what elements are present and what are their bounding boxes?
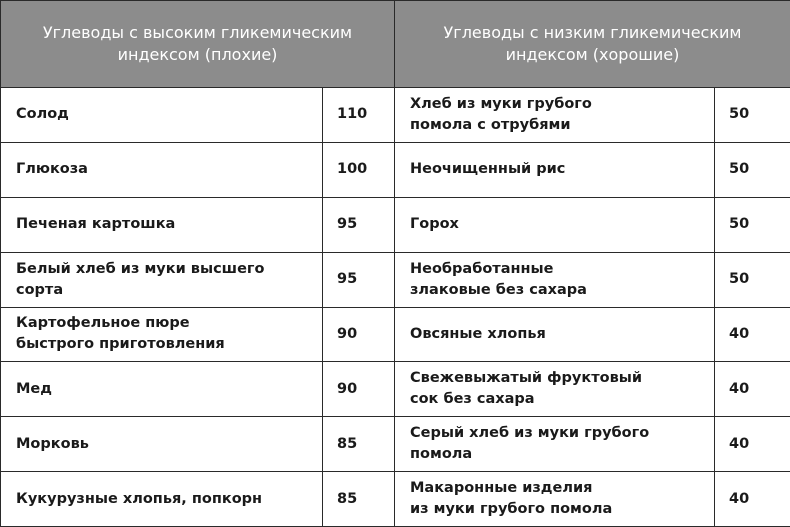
- table-row: [1, 472, 790, 527]
- right-food-name-line1: Хлеб из муки грубого: [410, 95, 592, 112]
- right-food-name-line2: сок без сахара: [410, 391, 535, 408]
- left-food-name-cell: [1, 362, 323, 417]
- left-food-name-cell: [1, 142, 323, 197]
- left-food-name-line1: Солод: [16, 106, 69, 123]
- right-food-name-cell: [395, 362, 715, 417]
- right-food-name-line1: Серый хлеб из муки грубого помола: [410, 425, 650, 463]
- right-food-name-line1: Макаронные изделия: [410, 480, 593, 497]
- right-food-name-line1: Овсяные хлопья: [410, 325, 546, 342]
- right-food-name-cell: [395, 252, 715, 307]
- table-row: [1, 142, 790, 197]
- right-gi-value: 50: [715, 197, 790, 252]
- table-row: [1, 197, 790, 252]
- header-low-gi-line2: индексом (хорошие): [505, 45, 680, 64]
- left-gi-value: 85: [323, 417, 395, 472]
- table-row: [1, 307, 790, 362]
- left-gi-value: 110: [323, 88, 395, 143]
- left-gi-value: 100: [323, 142, 395, 197]
- left-gi-value: 90: [323, 307, 395, 362]
- right-gi-value: 40: [715, 362, 790, 417]
- right-food-name-cell: [395, 142, 715, 197]
- table-row: [1, 88, 790, 143]
- left-food-name-cell: [1, 472, 323, 527]
- table-header-row: [1, 1, 790, 88]
- table-row: [1, 417, 790, 472]
- right-gi-value: 40: [715, 307, 790, 362]
- left-gi-value: 90: [323, 362, 395, 417]
- left-food-name-cell: [1, 197, 323, 252]
- left-food-name-line1: Кукурузные хлопья, попкорн: [16, 490, 263, 507]
- left-food-name-line1: Белый хлеб из муки высшего сорта: [16, 260, 265, 298]
- right-gi-value: 40: [715, 472, 790, 527]
- right-food-name-line1: Свежевыжатый фруктовый: [410, 370, 643, 387]
- header-low-gi: [395, 1, 790, 88]
- header-high-gi-line1: Углеводы с высоким гликемическим: [42, 23, 353, 42]
- right-gi-value: 50: [715, 252, 790, 307]
- left-food-name-line1: Морковь: [16, 435, 89, 452]
- left-food-name-line1: Глюкоза: [16, 161, 88, 178]
- left-gi-value: 85: [323, 472, 395, 527]
- table-row: [1, 252, 790, 307]
- right-food-name-line2: злаковые без сахара: [410, 281, 587, 298]
- left-food-name-line1: Картофельное пюре: [16, 315, 190, 332]
- right-food-name-cell: [395, 472, 715, 527]
- header-low-gi-line1: Углеводы с низким гликемическим: [443, 23, 742, 42]
- right-food-name-line1: Необработанные: [410, 260, 554, 277]
- right-food-name-cell: [395, 417, 715, 472]
- left-food-name-cell: [1, 417, 323, 472]
- right-food-name-cell: [395, 88, 715, 143]
- right-gi-value: 50: [715, 142, 790, 197]
- right-food-name-cell: [395, 197, 715, 252]
- table-body: [1, 88, 790, 527]
- left-gi-value: 95: [323, 197, 395, 252]
- right-food-name-line2: помола с отрубями: [410, 116, 571, 133]
- left-food-name-cell: [1, 88, 323, 143]
- right-food-name-line1: Неочищенный рис: [410, 161, 566, 178]
- left-food-name-line1: Печеная картошка: [16, 216, 176, 233]
- left-food-name-line1: Мед: [16, 380, 52, 397]
- left-food-name-cell: [1, 307, 323, 362]
- right-gi-value: 40: [715, 417, 790, 472]
- right-food-name-line2: из муки грубого помола: [410, 501, 613, 518]
- left-gi-value: 95: [323, 252, 395, 307]
- right-gi-value: 50: [715, 88, 790, 143]
- left-food-name-cell: [1, 252, 323, 307]
- right-food-name-cell: [395, 307, 715, 362]
- header-high-gi: [1, 1, 395, 88]
- header-high-gi-line2: индексом (плохие): [117, 45, 278, 64]
- left-food-name-line2: быстрого приготовления: [16, 336, 225, 353]
- table-row: [1, 362, 790, 417]
- right-food-name-line1: Горох: [410, 216, 459, 233]
